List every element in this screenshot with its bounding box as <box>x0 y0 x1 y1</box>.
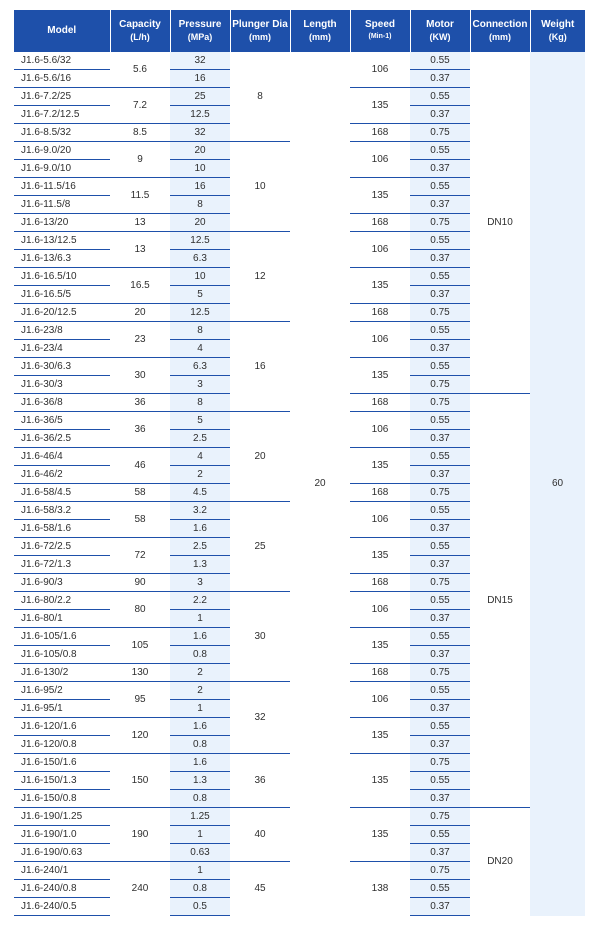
motor-cell: 0.55 <box>410 880 470 898</box>
capacity-cell: 13 <box>110 214 170 232</box>
pressure-cell: 5 <box>170 286 230 304</box>
plunger-dia-cell: 20 <box>230 412 290 502</box>
pressure-cell: 8 <box>170 322 230 340</box>
pressure-cell: 1 <box>170 862 230 880</box>
capacity-cell: 46 <box>110 448 170 484</box>
speed-cell: 168 <box>350 214 410 232</box>
speed-cell: 138 <box>350 862 410 916</box>
model-cell: J1.6-190/1.0 <box>14 826 110 844</box>
model-cell: J1.6-58/4.5 <box>14 484 110 502</box>
model-cell: J1.6-16.5/10 <box>14 268 110 286</box>
model-cell: J1.6-5.6/16 <box>14 70 110 88</box>
motor-cell: 0.37 <box>410 556 470 574</box>
motor-cell: 0.55 <box>410 232 470 250</box>
model-cell: J1.6-7.2/12.5 <box>14 106 110 124</box>
speed-cell: 135 <box>350 178 410 214</box>
speed-cell: 106 <box>350 682 410 718</box>
capacity-cell: 36 <box>110 412 170 448</box>
capacity-cell: 130 <box>110 664 170 682</box>
pressure-cell: 10 <box>170 268 230 286</box>
table-row <box>14 52 585 70</box>
pressure-cell: 1.3 <box>170 772 230 790</box>
pressure-cell: 1.6 <box>170 718 230 736</box>
pressure-cell: 20 <box>170 214 230 232</box>
model-cell: J1.6-20/12.5 <box>14 304 110 322</box>
motor-cell: 0.37 <box>410 736 470 754</box>
motor-cell: 0.55 <box>410 88 470 106</box>
model-cell: J1.6-120/1.6 <box>14 718 110 736</box>
motor-cell: 0.55 <box>410 322 470 340</box>
pressure-cell: 0.5 <box>170 898 230 916</box>
pressure-cell: 4 <box>170 448 230 466</box>
capacity-cell: 11.5 <box>110 178 170 214</box>
pressure-cell: 32 <box>170 124 230 142</box>
pressure-cell: 2.2 <box>170 592 230 610</box>
pressure-cell: 16 <box>170 70 230 88</box>
speed-cell: 135 <box>350 538 410 574</box>
speed-cell: 106 <box>350 142 410 178</box>
motor-cell: 0.37 <box>410 286 470 304</box>
capacity-cell: 58 <box>110 484 170 502</box>
header-weight: Weight (Kg) <box>530 10 585 52</box>
weight-cell: 60 <box>530 52 585 916</box>
speed-cell: 135 <box>350 754 410 808</box>
capacity-cell: 20 <box>110 304 170 322</box>
pressure-cell: 20 <box>170 142 230 160</box>
motor-cell: 0.75 <box>410 214 470 232</box>
motor-cell: 0.55 <box>410 718 470 736</box>
motor-cell: 0.55 <box>410 628 470 646</box>
header-row <box>14 10 585 52</box>
motor-cell: 0.55 <box>410 826 470 844</box>
model-cell: J1.6-150/1.6 <box>14 754 110 772</box>
model-cell: J1.6-150/0.8 <box>14 790 110 808</box>
pressure-cell: 0.8 <box>170 646 230 664</box>
pump-spec-table <box>14 10 585 916</box>
plunger-dia-cell: 16 <box>230 322 290 412</box>
model-cell: J1.6-5.6/32 <box>14 52 110 70</box>
header-length: Length (mm) <box>290 10 350 52</box>
motor-cell: 0.55 <box>410 592 470 610</box>
header-speed: Speed (Min-1) <box>350 10 410 52</box>
motor-cell: 0.37 <box>410 898 470 916</box>
pressure-cell: 6.3 <box>170 250 230 268</box>
pressure-cell: 25 <box>170 88 230 106</box>
speed-cell: 168 <box>350 484 410 502</box>
capacity-cell: 58 <box>110 502 170 538</box>
plunger-dia-cell: 45 <box>230 862 290 916</box>
pressure-cell: 1.3 <box>170 556 230 574</box>
model-cell: J1.6-16.5/5 <box>14 286 110 304</box>
motor-cell: 0.55 <box>410 772 470 790</box>
motor-cell: 0.55 <box>410 358 470 376</box>
capacity-cell: 105 <box>110 628 170 664</box>
model-cell: J1.6-11.5/16 <box>14 178 110 196</box>
model-cell: J1.6-46/4 <box>14 448 110 466</box>
pressure-cell: 0.63 <box>170 844 230 862</box>
speed-cell: 106 <box>350 592 410 628</box>
model-cell: J1.6-95/2 <box>14 682 110 700</box>
speed-cell: 106 <box>350 322 410 358</box>
motor-cell: 0.37 <box>410 610 470 628</box>
pressure-cell: 32 <box>170 52 230 70</box>
model-cell: J1.6-190/1.25 <box>14 808 110 826</box>
pressure-cell: 3.2 <box>170 502 230 520</box>
speed-cell: 135 <box>350 628 410 664</box>
speed-cell: 168 <box>350 304 410 322</box>
motor-cell: 0.37 <box>410 520 470 538</box>
motor-cell: 0.55 <box>410 412 470 430</box>
model-cell: J1.6-36/8 <box>14 394 110 412</box>
plunger-dia-cell: 25 <box>230 502 290 592</box>
model-cell: J1.6-58/3.2 <box>14 502 110 520</box>
motor-cell: 0.55 <box>410 448 470 466</box>
pressure-cell: 8 <box>170 394 230 412</box>
pressure-cell: 1.6 <box>170 628 230 646</box>
table-body <box>14 52 585 916</box>
pressure-cell: 0.8 <box>170 880 230 898</box>
pressure-cell: 16 <box>170 178 230 196</box>
motor-cell: 0.75 <box>410 862 470 880</box>
pressure-cell: 12.5 <box>170 106 230 124</box>
pressure-cell: 12.5 <box>170 232 230 250</box>
motor-cell: 0.37 <box>410 70 470 88</box>
plunger-dia-cell: 12 <box>230 232 290 322</box>
model-cell: J1.6-30/3 <box>14 376 110 394</box>
model-cell: J1.6-9.0/20 <box>14 142 110 160</box>
pressure-cell: 8 <box>170 196 230 214</box>
model-cell: J1.6-7.2/25 <box>14 88 110 106</box>
length-cell: 20 <box>290 52 350 916</box>
motor-cell: 0.37 <box>410 196 470 214</box>
model-cell: J1.6-46/2 <box>14 466 110 484</box>
capacity-cell: 8.5 <box>110 124 170 142</box>
speed-cell: 135 <box>350 448 410 484</box>
pressure-cell: 2.5 <box>170 538 230 556</box>
motor-cell: 0.75 <box>410 754 470 772</box>
pressure-cell: 0.8 <box>170 736 230 754</box>
motor-cell: 0.75 <box>410 484 470 502</box>
pressure-cell: 1 <box>170 700 230 718</box>
capacity-cell: 120 <box>110 718 170 754</box>
plunger-dia-cell: 32 <box>230 682 290 754</box>
speed-cell: 106 <box>350 412 410 448</box>
model-cell: J1.6-36/5 <box>14 412 110 430</box>
pressure-cell: 6.3 <box>170 358 230 376</box>
motor-cell: 0.37 <box>410 700 470 718</box>
model-cell: J1.6-120/0.8 <box>14 736 110 754</box>
pressure-cell: 2 <box>170 682 230 700</box>
header-motor: Motor (KW) <box>410 10 470 52</box>
motor-cell: 0.37 <box>410 430 470 448</box>
speed-cell: 135 <box>350 88 410 124</box>
pressure-cell: 1.6 <box>170 754 230 772</box>
model-cell: J1.6-13/20 <box>14 214 110 232</box>
motor-cell: 0.75 <box>410 394 470 412</box>
pressure-cell: 4 <box>170 340 230 358</box>
header-plunger-dia: Plunger Dia (mm) <box>230 10 290 52</box>
motor-cell: 0.37 <box>410 160 470 178</box>
model-cell: J1.6-11.5/8 <box>14 196 110 214</box>
motor-cell: 0.75 <box>410 808 470 826</box>
motor-cell: 0.55 <box>410 682 470 700</box>
motor-cell: 0.37 <box>410 466 470 484</box>
motor-cell: 0.37 <box>410 250 470 268</box>
model-cell: J1.6-72/1.3 <box>14 556 110 574</box>
pressure-cell: 4.5 <box>170 484 230 502</box>
motor-cell: 0.75 <box>410 124 470 142</box>
motor-cell: 0.75 <box>410 376 470 394</box>
speed-cell: 135 <box>350 718 410 754</box>
header-connection: Connection (mm) <box>470 10 530 52</box>
pressure-cell: 5 <box>170 412 230 430</box>
model-cell: J1.6-95/1 <box>14 700 110 718</box>
motor-cell: 0.75 <box>410 574 470 592</box>
model-cell: J1.6-105/0.8 <box>14 646 110 664</box>
model-cell: J1.6-80/1 <box>14 610 110 628</box>
capacity-cell: 90 <box>110 574 170 592</box>
capacity-cell: 240 <box>110 862 170 916</box>
motor-cell: 0.37 <box>410 340 470 358</box>
pressure-cell: 0.8 <box>170 790 230 808</box>
speed-cell: 135 <box>350 268 410 304</box>
pressure-cell: 10 <box>170 160 230 178</box>
motor-cell: 0.55 <box>410 142 470 160</box>
capacity-cell: 36 <box>110 394 170 412</box>
header-model: Model <box>14 10 110 52</box>
pressure-cell: 1 <box>170 826 230 844</box>
speed-cell: 135 <box>350 358 410 394</box>
model-cell: J1.6-190/0.63 <box>14 844 110 862</box>
capacity-cell: 72 <box>110 538 170 574</box>
model-cell: J1.6-23/8 <box>14 322 110 340</box>
model-cell: J1.6-105/1.6 <box>14 628 110 646</box>
pressure-cell: 12.5 <box>170 304 230 322</box>
model-cell: J1.6-30/6.3 <box>14 358 110 376</box>
plunger-dia-cell: 40 <box>230 808 290 862</box>
header-capacity: Capacity (L/h) <box>110 10 170 52</box>
speed-cell: 106 <box>350 502 410 538</box>
pressure-cell: 2 <box>170 466 230 484</box>
connection-cell: DN15 <box>470 394 530 808</box>
motor-cell: 0.55 <box>410 52 470 70</box>
model-cell: J1.6-13/12.5 <box>14 232 110 250</box>
motor-cell: 0.37 <box>410 106 470 124</box>
model-cell: J1.6-9.0/10 <box>14 160 110 178</box>
pressure-cell: 1.25 <box>170 808 230 826</box>
model-cell: J1.6-72/2.5 <box>14 538 110 556</box>
model-cell: J1.6-150/1.3 <box>14 772 110 790</box>
model-cell: J1.6-90/3 <box>14 574 110 592</box>
capacity-cell: 16.5 <box>110 268 170 304</box>
pressure-cell: 2.5 <box>170 430 230 448</box>
motor-cell: 0.55 <box>410 178 470 196</box>
header-pressure: Pressure (MPa) <box>170 10 230 52</box>
motor-cell: 0.75 <box>410 664 470 682</box>
motor-cell: 0.37 <box>410 646 470 664</box>
plunger-dia-cell: 10 <box>230 142 290 232</box>
plunger-dia-cell: 36 <box>230 754 290 808</box>
speed-cell: 106 <box>350 52 410 88</box>
connection-cell: DN10 <box>470 52 530 394</box>
capacity-cell: 13 <box>110 232 170 268</box>
speed-cell: 106 <box>350 232 410 268</box>
pressure-cell: 3 <box>170 376 230 394</box>
plunger-dia-cell: 8 <box>230 52 290 142</box>
speed-cell: 168 <box>350 124 410 142</box>
motor-cell: 0.55 <box>410 502 470 520</box>
model-cell: J1.6-130/2 <box>14 664 110 682</box>
model-cell: J1.6-240/0.5 <box>14 898 110 916</box>
speed-cell: 135 <box>350 808 410 862</box>
speed-cell: 168 <box>350 394 410 412</box>
motor-cell: 0.37 <box>410 790 470 808</box>
capacity-cell: 95 <box>110 682 170 718</box>
model-cell: J1.6-240/0.8 <box>14 880 110 898</box>
model-cell: J1.6-8.5/32 <box>14 124 110 142</box>
capacity-cell: 23 <box>110 322 170 358</box>
connection-cell: DN20 <box>470 808 530 916</box>
model-cell: J1.6-80/2.2 <box>14 592 110 610</box>
plunger-dia-cell: 30 <box>230 592 290 682</box>
pressure-cell: 1.6 <box>170 520 230 538</box>
motor-cell: 0.55 <box>410 268 470 286</box>
capacity-cell: 30 <box>110 358 170 394</box>
speed-cell: 168 <box>350 664 410 682</box>
capacity-cell: 80 <box>110 592 170 628</box>
pressure-cell: 3 <box>170 574 230 592</box>
speed-cell: 168 <box>350 574 410 592</box>
model-cell: J1.6-13/6.3 <box>14 250 110 268</box>
model-cell: J1.6-23/4 <box>14 340 110 358</box>
capacity-cell: 7.2 <box>110 88 170 124</box>
capacity-cell: 5.6 <box>110 52 170 88</box>
motor-cell: 0.75 <box>410 304 470 322</box>
model-cell: J1.6-36/2.5 <box>14 430 110 448</box>
motor-cell: 0.37 <box>410 844 470 862</box>
pressure-cell: 2 <box>170 664 230 682</box>
pressure-cell: 1 <box>170 610 230 628</box>
capacity-cell: 150 <box>110 754 170 808</box>
capacity-cell: 190 <box>110 808 170 862</box>
model-cell: J1.6-240/1 <box>14 862 110 880</box>
model-cell: J1.6-58/1.6 <box>14 520 110 538</box>
motor-cell: 0.55 <box>410 538 470 556</box>
capacity-cell: 9 <box>110 142 170 178</box>
